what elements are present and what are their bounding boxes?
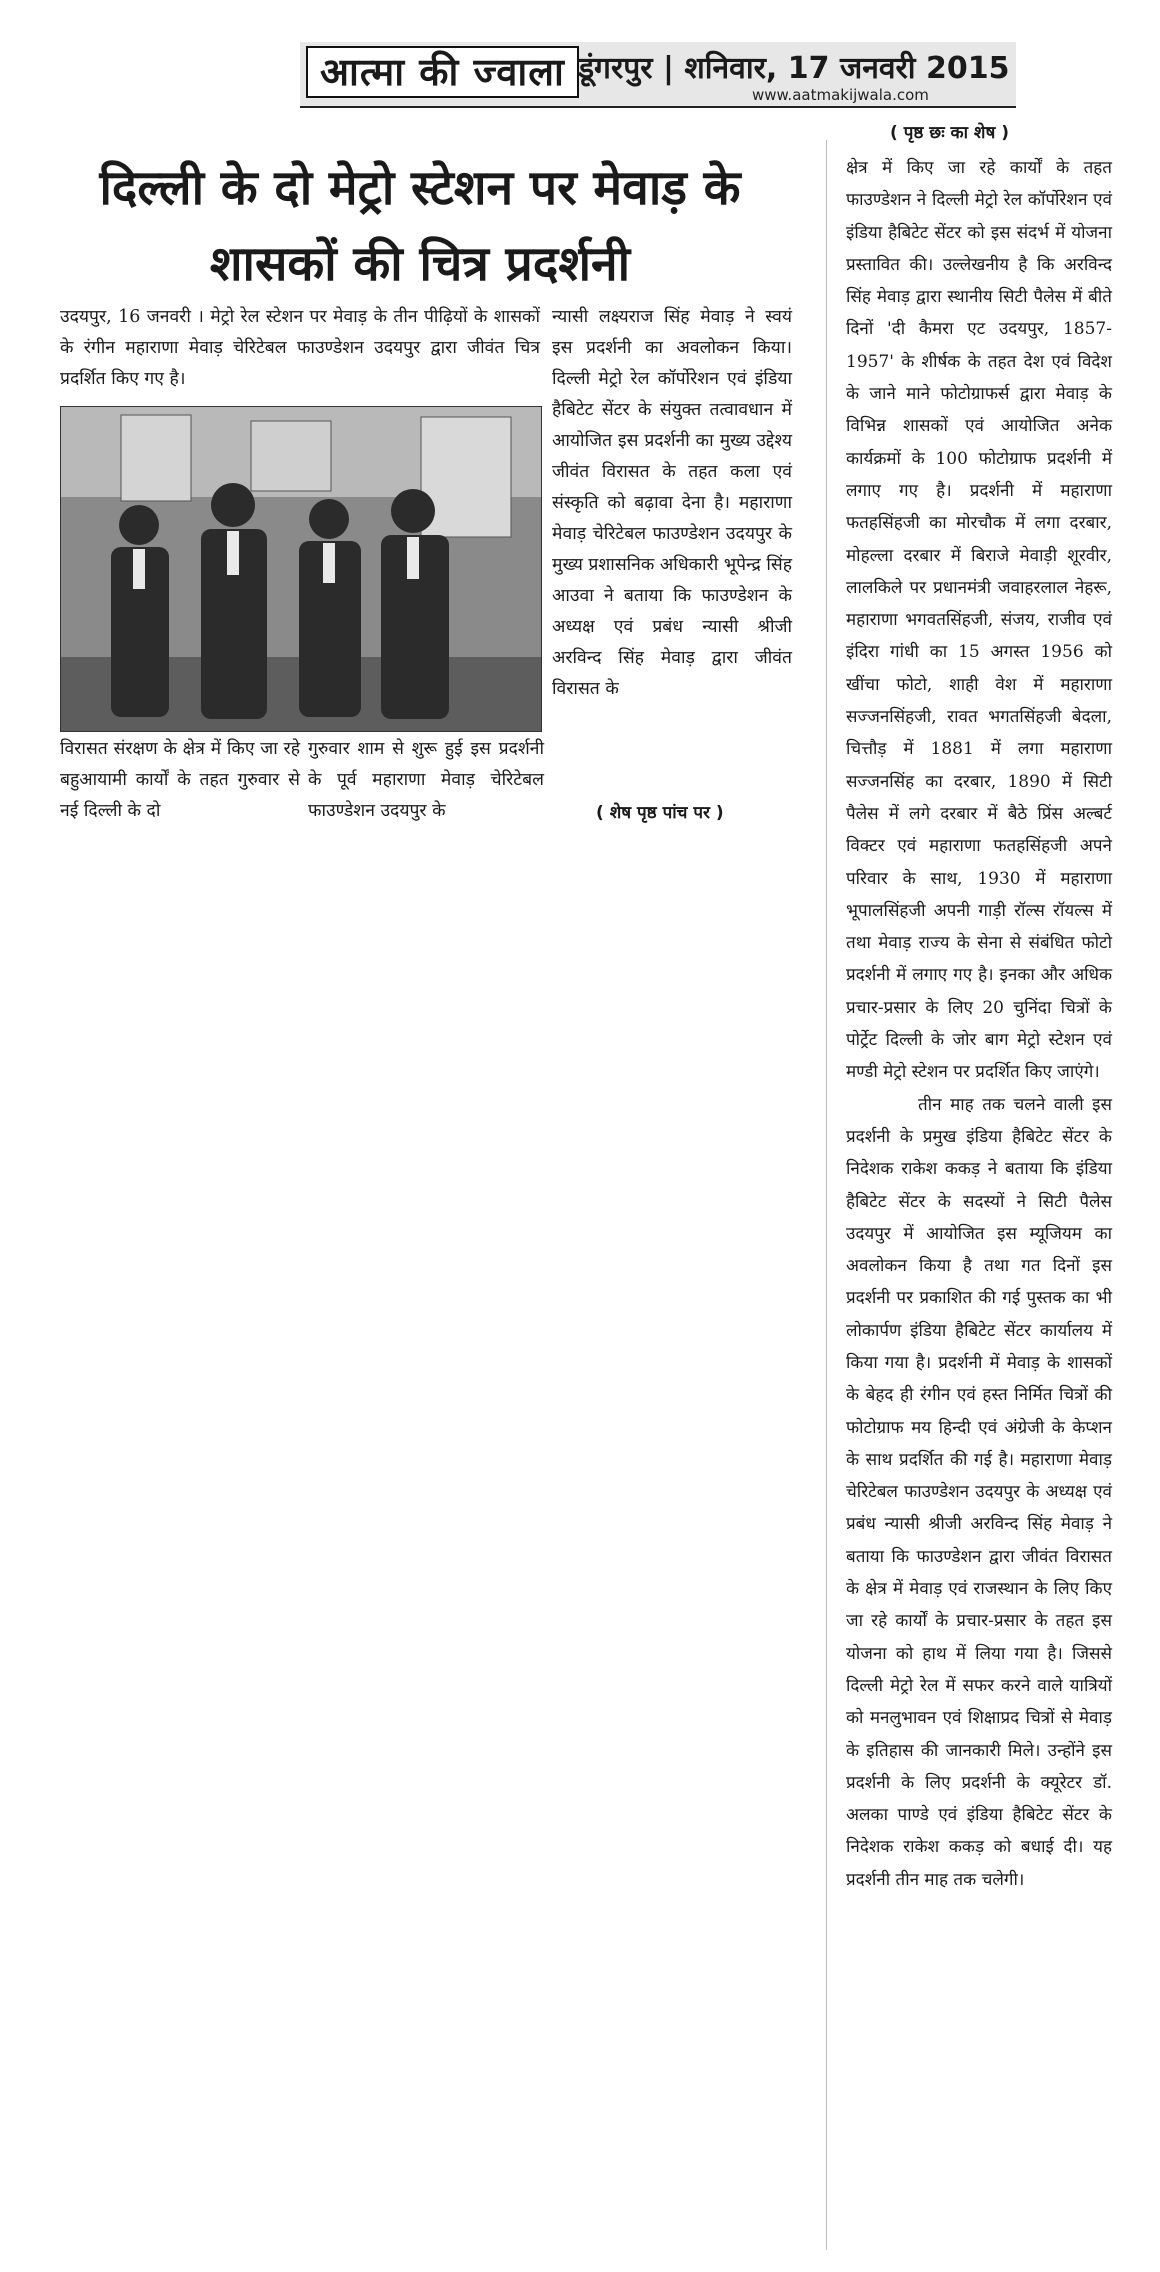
article-lead: उदयपुर, 16 जनवरी । मेट्रो रेल स्टेशन पर मेवाड़ के तीन पीढ़ियों के शासकों के रंगीन महाराणा मेवाड़ चेरिटेबल फाउण्डेशन उदयपुर द्वारा जीवंत चित्र प्रदर्शित किए गए है। — [60, 307, 540, 389]
masthead — [300, 42, 1016, 108]
article-column-1-bottom: विरासत संरक्षण के क्षेत्र में किए जा रहे बहुआयामी कार्यों के तहत गुरुवार से नई दिल्ली के दो — [60, 739, 300, 821]
continued-para-1: क्षेत्र में किए जा रहे कार्यों के तहत फाउण्डेशन ने दिल्ली मेट्रो रेल कॉर्पोरेशन एवं इंडिया हैबिटेट सेंटर को इस संदर्भ में योजना प्रस्तावित की। उल्लेखनीय है कि अरविन्द सिंह मेवाड़ द्वारा स्थानीय सिटी पैलेस में बीते दिनों 'दी कैमरा एट उदयपुर, 1857-1957' के शीर्षक के तहत देश एवं विदेश के जाने माने फोटोग्राफर्स द्वारा मेवाड़ के विभिन्न शासकों एवं आयोजित अनेक कार्यक्रमों के 100 फोटोग्राफ प्रदर्शनी में लगाए गए है। प्रदर्शनी में महाराणा फतहसिंहजी का मोरचौक में लगा दरबार, मोहल्ला दरबार में बिराजे मेवाड़ी शूरवीर, लालकिले पर प्रधानमंत्री जवाहरलाल नेहरू, महाराणा भगवतसिंहजी, संजय, राजीव एवं इंदिरा गांधी का 15 अगस्त 1956 को खींचा फोटो, शाही वेश में महाराणा सज्जनसिंहजी, रावत भगतसिंहजी बेदला, चित्तौड़ में 1881 में लगा महाराणा सज्जनसिंह का दरबार, 1890 में सिटी पैलेस में लगे दरबार में बैठे प्रिंस अल्बर्ट विक्टर एवं महाराणा फतहसिंहजी अपने परिवार के साथ, 1930 में महाराणा भूपालसिंहजी अपनी गाड़ी रॉल्स रॉयल्स में तथा मेवाड़ राज्य के सेना से संबंधित फोटो प्रदर्शनी में लगाए गए है। इनका और अधिक प्रचार-प्रसार के लिए 20 चुनिंदा चित्रों के पोर्ट्रेट दिल्ली के जोर बाग मेट्रो स्टेशन एवं मण्डी मेट्रो स्टेशन पर प्रदर्शित किए जाएंगे। — [846, 158, 1112, 1083]
article-column-3: न्यासी लक्ष्यराज सिंह मेवाड़ ने स्वयं इस प्रदर्शनी का अवलोकन किया। दिल्ली मेट्रो रेल कॉर्पोरेशन एवं इंडिया हैबिटेट सेंटर के संयुक्त तत्वावधान में आयोजित इस प्रदर्शनी का मुख्य उद्देश्य जीवंत विरासत के तहत कला एवं संस्कृति को बढ़ावा देना है। महाराणा मेवाड़ चेरिटेबल फाउण्डेशन उदयपुर के मुख्य प्रशासनिक अधिकारी भूपेन्द्र सिंह आउवा ने बताया कि फाउण्डेशन के अध्यक्ष एवं प्रबंध न्यासी श्रीजी अरविन्द सिंह मेवाड़ द्वारा जीवंत विरासत के — [552, 307, 792, 699]
continued-article — [846, 152, 1112, 1896]
article-photo — [60, 406, 542, 732]
article-headline: दिल्ली के दो मेट्रो स्टेशन पर मेवाड़ के शासकों की चित्र प्रदर्शनी — [99, 160, 741, 292]
newspaper-name: आत्मा की ज्वाला — [306, 46, 579, 98]
continued-on-ref: ( शेष पृष्ठ पांच पर ) — [596, 803, 724, 823]
continued-para-2: तीन माह तक चलने वाली इस प्रदर्शनी के प्रमुख इंडिया हैबिटेट सेंटर के निदेशक राकेश ककड़ ने बताया कि इंडिया हैबिटेट सेंटर के सदस्यों ने सिटी पैलेस उदयपुर में आयोजित इस म्यूजियम का अवलोकन किया है तथा गत दिनों इस प्रदर्शनी पर प्रकाशित की गई पुस्तक का भी लोकार्पण इंडिया हैबिटेट सेंटर कार्यालय में किया गया है। प्रदर्शनी में मेवाड़ के शासकों के बेहद ही रंगीन एवं हस्त निर्मित चित्रों की फोटोग्राफ मय हिन्दी एवं अंग्रेजी के केप्शन के साथ प्रदर्शित की गई है। महाराणा मेवाड़ चेरिटेबल फाउण्डेशन उदयपुर के अध्यक्ष एवं प्रबंध न्यासी श्रीजी अरविन्द सिंह मेवाड़ ने बताया कि फाउण्डेशन द्वारा जीवंत विरासत के क्षेत्र में मेवाड़ एवं राजस्थान के लिए किए जा रहे कार्यों के प्रचार-प्रसार के तहत इस योजना को हाथ में लिया गया है। जिससे दिल्ली मेट्रो रेल में सफर करने वाले यात्रियों को मनलुभावन एवं शिक्षाप्रद चित्रों से मेवाड़ के इतिहास की जानकारी मिले। उन्होंने इस प्रदर्शनी के लिए प्रदर्शनी के क्यूरेटर डॉ. अलका पाण्डे एवं इंडिया हैबिटेट सेंटर के निदेशक राकेश ककड़ को बधाई दी। यह प्रदर्शनी तीन माह तक चलेगी। — [846, 1094, 1112, 1890]
continued-from-ref: ( पृष्ठ छः का शेष ) — [890, 123, 1009, 143]
website: www.aatmakijwala.com — [752, 86, 929, 104]
article-column-2-bottom: गुरुवार शाम से शुरू हुई इस प्रदर्शनी के पूर्व महाराणा मेवाड़ चेरिटेबल फाउण्डेशन उदयपुर के — [308, 739, 544, 821]
dateline: डूंगरपुर | शनिवार, 17 जनवरी 2015 — [578, 51, 1010, 86]
column-divider — [826, 140, 827, 2250]
